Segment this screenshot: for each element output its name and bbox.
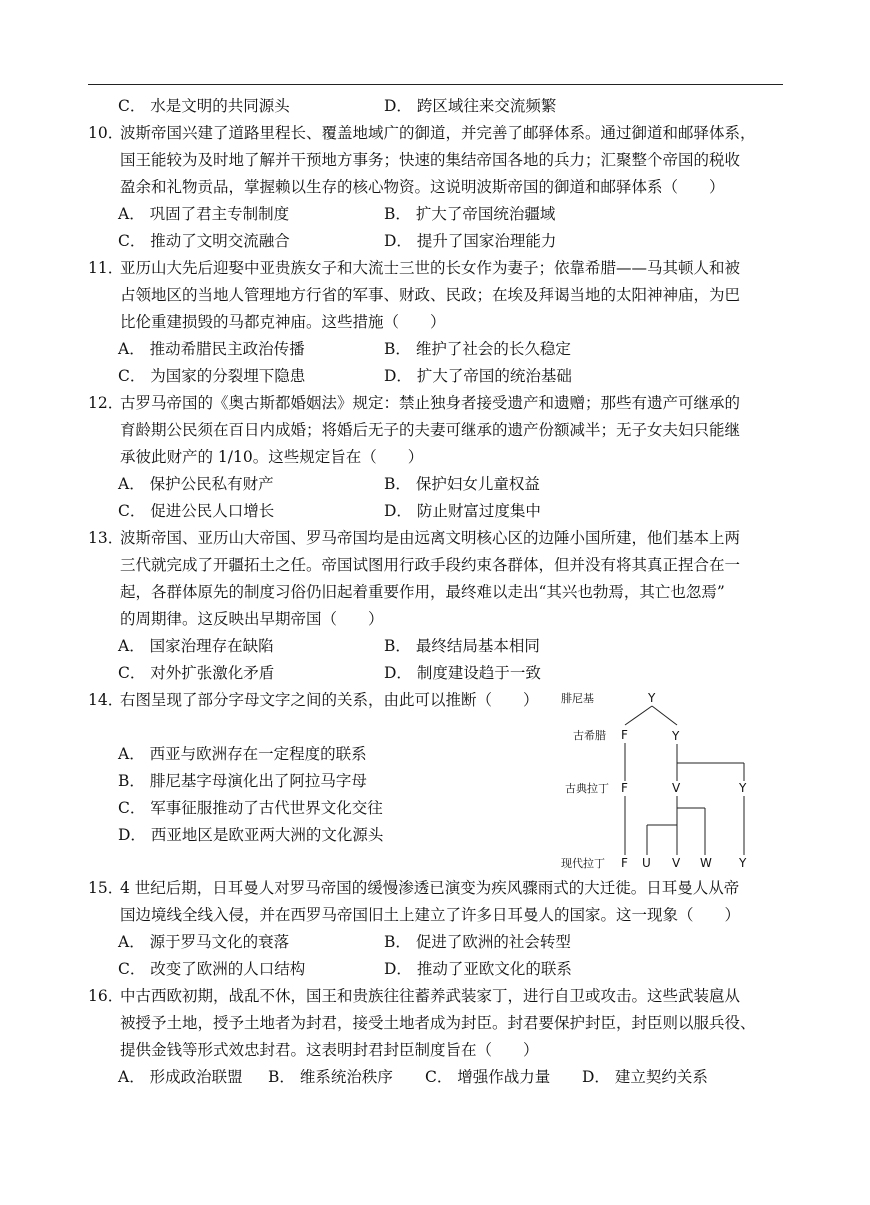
q11-number: 11． [88, 259, 124, 277]
letter-greek-y: Y [672, 729, 680, 743]
q13-stem-line3: 起，各群体原先的制度习俗仍旧起着重要作用，最终难以走出“其兴也勃焉，其亡也忽焉” [120, 583, 725, 601]
q11-option-c[interactable]: C． 为国家的分裂埋下隐患 [118, 367, 306, 385]
q11-option-b[interactable]: B． 维护了社会的长久稳定 [384, 340, 571, 358]
q16-option-b[interactable]: B． 维系统治秩序 [268, 1068, 393, 1086]
q12-option-a[interactable]: A． 保护公民私有财产 [118, 475, 274, 493]
q11-option-a[interactable]: A． 推动希腊民主政治传播 [118, 340, 305, 358]
letter-greek-f: F [621, 728, 628, 742]
q14-option-b[interactable]: B． 腓尼基字母演化出了阿拉马字母 [118, 772, 367, 790]
q15-stem-line2: 国边境线全线入侵，并在西罗马帝国旧土上建立了许多日耳曼人的国家。这一现象（ ） [120, 906, 741, 924]
q11-stem-line2: 占领地区的当地人管理地方行省的军事、财政、民政；在埃及拜谒当地的太阳神神庙，为巴 [120, 286, 741, 304]
q10-stem-line2: 国王能较为及时地了解并干预地方事务；快速的集结帝国各地的兵力；汇聚整个帝国的税收 [120, 151, 741, 169]
q13-option-c[interactable]: C． 对外扩张激化矛盾 [118, 664, 275, 682]
q14-option-d[interactable]: D． 西亚地区是欧亚两大洲的文化源头 [118, 826, 384, 844]
q13-number: 13． [88, 529, 124, 547]
letter-modern-f: F [621, 856, 628, 870]
letter-modern-w: W [700, 856, 712, 870]
letter-phoenician-y: Y [648, 691, 656, 705]
q15-number: 15． [88, 879, 124, 897]
branch-line [625, 706, 652, 725]
q12-option-c[interactable]: C． 促进公民人口增长 [118, 502, 275, 520]
letter-classical-f: F [621, 781, 628, 795]
q16-option-c[interactable]: C． 增强作战力量 [425, 1068, 551, 1086]
q12-stem-line1: 古罗马帝国的《奥古斯都婚姻法》规定：禁止独身者接受遗产和遗赠；那些有遗产可继承的 [120, 394, 741, 412]
q13-option-d[interactable]: D． 制度建设趋于一致 [384, 664, 541, 682]
q13-stem-line1: 波斯帝国、亚历山大帝国、罗马帝国均是由远离文明核心区的边陲小国所建，他们基本上两 [120, 529, 741, 547]
q14-stem-line1: 右图呈现了部分字母文字之间的关系，由此可以推断（ ） [120, 691, 539, 709]
q11-option-d[interactable]: D． 扩大了帝国的统治基础 [384, 367, 572, 385]
q11-stem-line1: 亚历山大先后迎娶中亚贵族女子和大流士三世的长女作为妻子；依靠希腊——马其顿人和被 [120, 259, 741, 277]
alphabet-evolution-diagram [555, 685, 770, 880]
q10-option-d[interactable]: D． 提升了国家治理能力 [384, 232, 557, 250]
q10-option-c[interactable]: C． 推动了文明交流融合 [118, 232, 290, 250]
q12-number: 12． [88, 394, 124, 412]
q16-number: 16． [88, 987, 124, 1005]
q11-stem-line3: 比伦重建损毁的马都克神庙。这些措施（ ） [120, 313, 446, 331]
q10-option-a[interactable]: A． 巩固了君主专制制度 [118, 205, 290, 223]
q15-option-b[interactable]: B． 促进了欧洲的社会转型 [384, 933, 571, 951]
q12-option-b[interactable]: B． 保护妇女儿童权益 [384, 475, 540, 493]
letter-modern-v: V [672, 856, 681, 870]
row-label-ancient-greek: 古希腊 [573, 729, 606, 742]
q12-option-d[interactable]: D． 防止财富过度集中 [384, 502, 541, 520]
q15-option-a[interactable]: A． 源于罗马文化的衰落 [118, 933, 290, 951]
header-rule [88, 84, 783, 85]
q16-stem-line2: 被授予土地，授予土地者为封君，接受土地者成为封臣。封君要保护封臣，封臣则以服兵役、 [120, 1014, 756, 1032]
q10-option-b[interactable]: B． 扩大了帝国统治疆域 [384, 205, 556, 223]
q10-number: 10． [88, 124, 124, 142]
q12-stem-line2: 育龄期公民须在百日内成婚；将婚后无子的夫妻可继承的遗产份额减半；无子女夫妇只能继 [120, 421, 741, 439]
q10-stem-line1: 波斯帝国兴建了道路里程长、覆盖地域广的御道，并完善了邮驿体系。通过御道和邮驿体系， [120, 124, 756, 142]
q13-stem-line2: 三代就完成了开疆拓土之任。帝国试图用行政手段约束各群体，但并没有将其真正捏合在一 [120, 556, 741, 574]
q16-stem-line3: 提供金钱等形式效忠封君。这表明封君封臣制度旨在（ ） [120, 1041, 539, 1059]
letter-modern-y: Y [739, 856, 747, 870]
letter-modern-u: U [642, 856, 651, 870]
letter-classical-v: V [672, 781, 681, 795]
q15-stem-line1: 4 世纪后期，日耳曼人对罗马帝国的缓慢渗透已演变为疾风骤雨式的大迁徙。日耳曼人从帝 [120, 879, 740, 897]
branch-line [652, 706, 677, 725]
q13-option-b[interactable]: B． 最终结局基本相同 [384, 637, 540, 655]
q15-option-c[interactable]: C． 改变了欧洲的人口结构 [118, 960, 306, 978]
q10-stem-line3: 盈余和礼物贡品，掌握赖以生存的核心物资。这说明波斯帝国的御道和邮驿体系（ ） [120, 178, 725, 196]
q9-option-d[interactable]: D． 跨区域往来交流频繁 [384, 97, 557, 115]
q9-option-c[interactable]: C． 水是文明的共同源头 [118, 97, 290, 115]
q16-stem-line1: 中古西欧初期，战乱不休，国王和贵族往往蓄养武装家丁，进行自卫或攻击。这些武装扈从 [120, 987, 741, 1005]
row-label-modern-latin: 现代拉丁 [561, 857, 605, 870]
letter-classical-y: Y [739, 781, 747, 795]
q16-option-a[interactable]: A． 形成政治联盟 [118, 1068, 243, 1086]
q14-option-a[interactable]: A． 西亚与欧洲存在一定程度的联系 [118, 745, 367, 763]
q15-option-d[interactable]: D． 推动了亚欧文化的联系 [384, 960, 572, 978]
q13-option-a[interactable]: A． 国家治理存在缺陷 [118, 637, 274, 655]
q14-option-c[interactable]: C． 军事征服推动了古代世界文化交往 [118, 799, 383, 817]
q16-option-d[interactable]: D． 建立契约关系 [582, 1068, 708, 1086]
row-label-classical-latin: 古典拉丁 [565, 782, 609, 795]
q13-stem-line4: 的周期律。这反映出早期帝国（ ） [120, 610, 384, 628]
q12-stem-line3: 承彼此财产的 1/10。这些规定旨在（ ） [120, 448, 424, 466]
row-label-phoenician: 腓尼基 [561, 692, 594, 705]
q14-number: 14． [88, 691, 124, 709]
